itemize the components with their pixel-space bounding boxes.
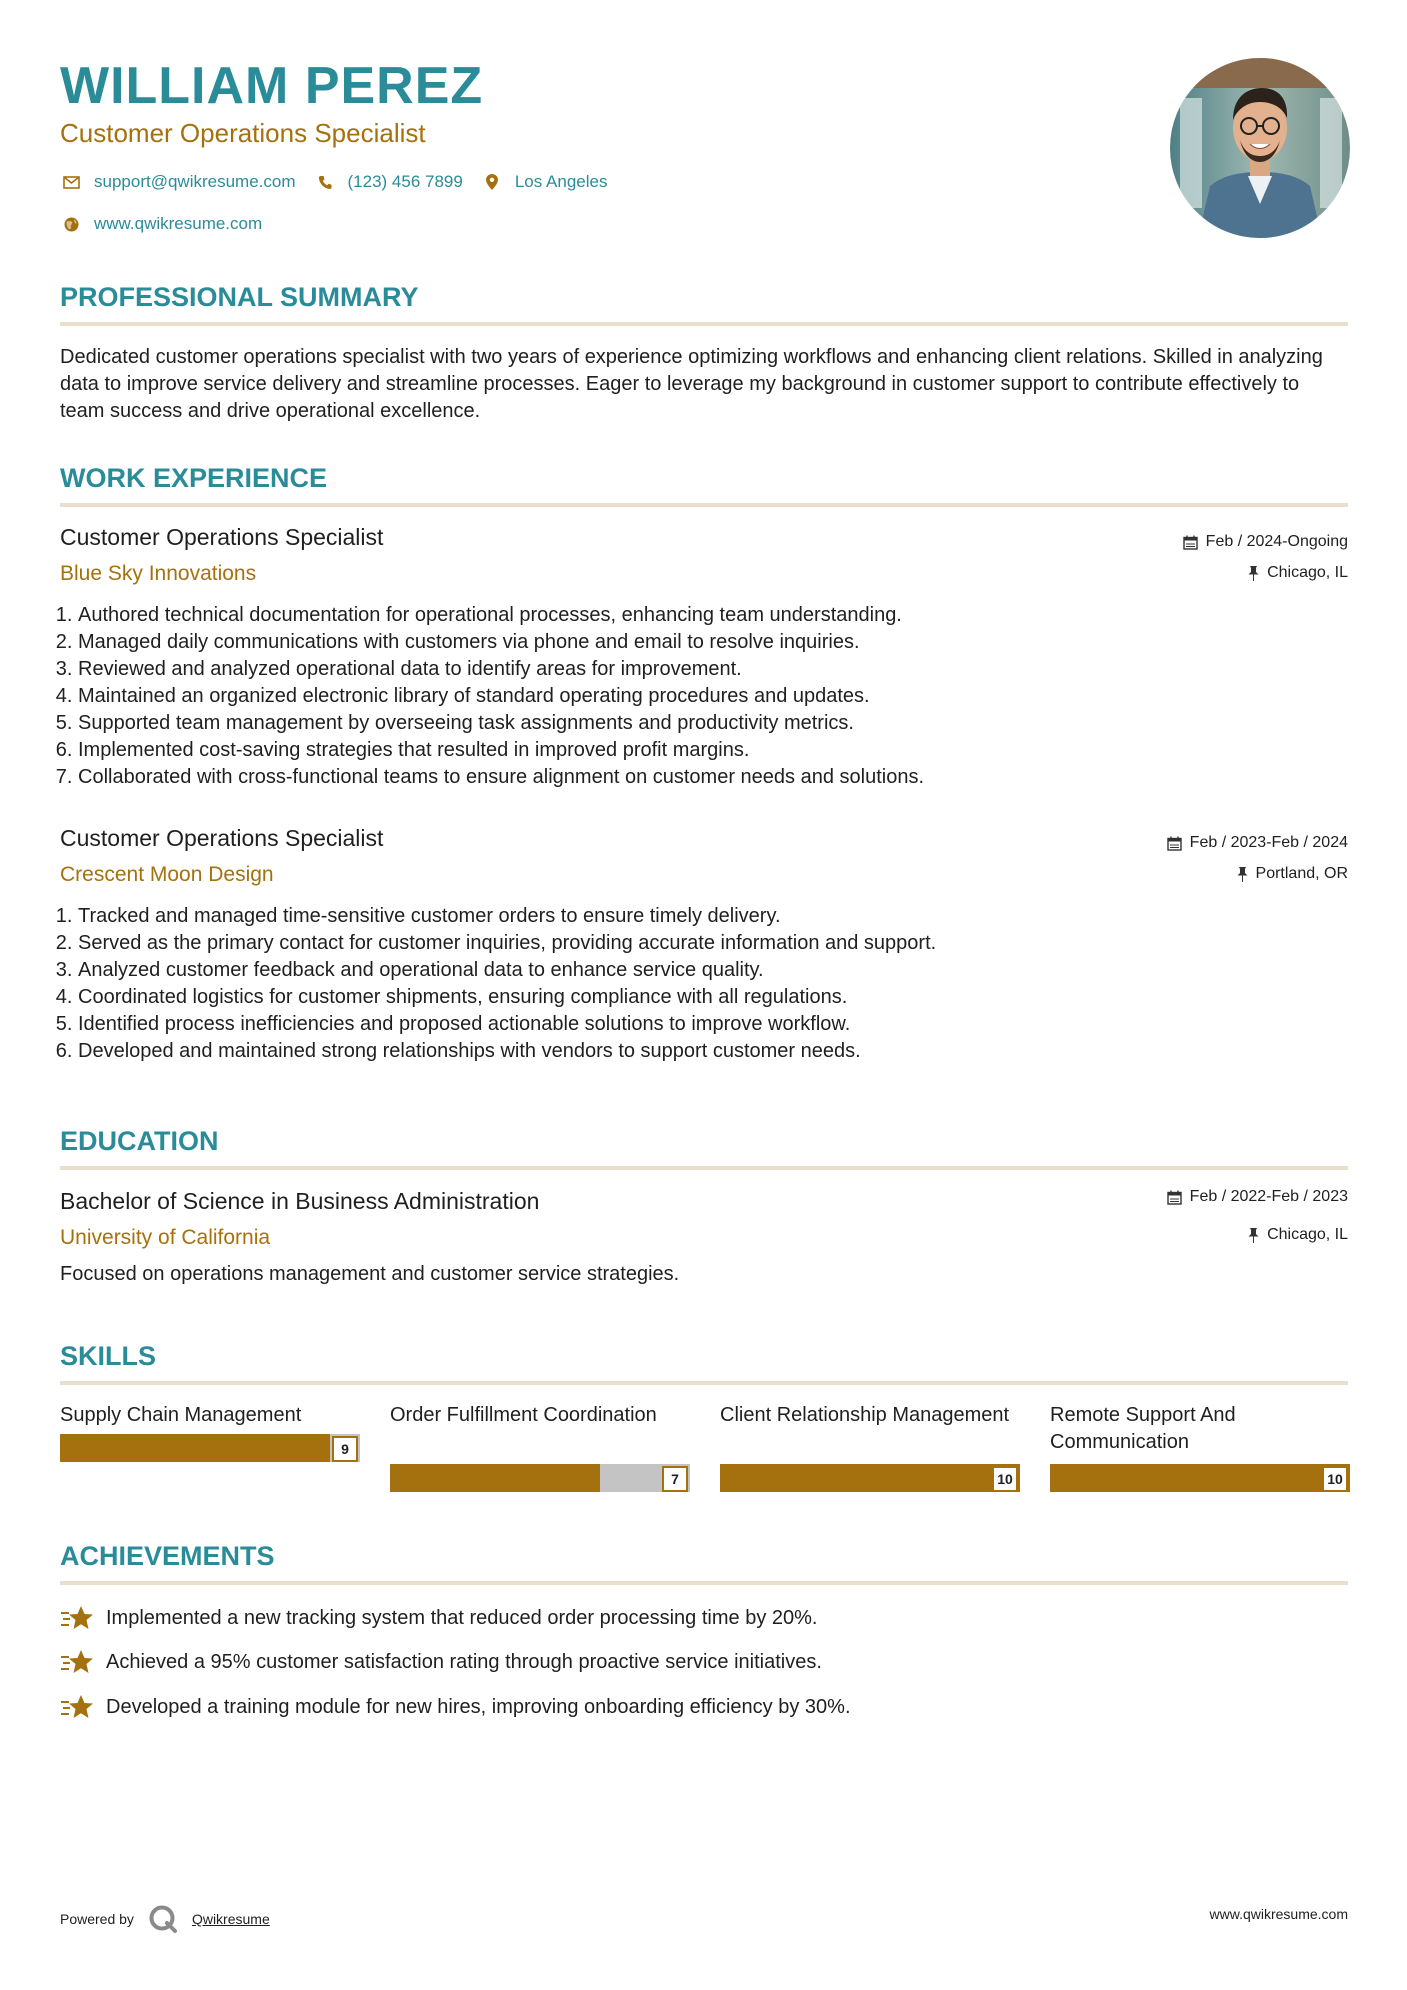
list-item: 6. Developed and maintained strong relationships with vendors to support customer needs. — [78, 1038, 1348, 1065]
summary-divider — [60, 322, 1348, 326]
list-item: 5. Identified process inefficiencies and proposed actionable solutions to improve workflow. — [78, 1011, 1348, 1038]
skill-level-bar — [390, 1464, 690, 1494]
list-item: 2. Managed daily communications with customers via phone and email to resolve inquiries. — [78, 629, 1348, 656]
location-contact — [481, 172, 608, 192]
location-text: Portland, OR — [1255, 865, 1348, 882]
resume-page — [60, 0, 1348, 1990]
skill-item — [60, 1402, 360, 1464]
job-location — [1237, 865, 1348, 883]
calendar-icon — [1183, 535, 1198, 550]
summary-text: Dedicated customer operations specialist with two years of experience optimizing workflows and enhancing client relations. Skilled in analyzing data to improve service delivery and streamline processes. Eager to leverage my background in customer support to contribute effectively to team success and drive operational excellence. — [60, 346, 1323, 422]
skill-bar-fill — [1050, 1464, 1350, 1492]
website-row — [60, 214, 280, 234]
phone-icon — [314, 173, 336, 191]
skills-divider — [60, 1381, 1348, 1385]
powered-by-label: Powered by — [60, 1911, 134, 1927]
skill-item — [720, 1402, 1020, 1494]
envelope-icon — [60, 173, 82, 191]
list-item: 1. Tracked and managed time-sensitive customer orders to ensure timely delivery. — [78, 903, 1348, 930]
skill-level-bar — [1050, 1464, 1350, 1494]
globe-icon — [60, 215, 82, 233]
skill-level-value: 7 — [662, 1466, 688, 1492]
calendar-icon — [1167, 836, 1182, 851]
achievement-item — [60, 1604, 817, 1632]
list-item: 4. Maintained an organized electronic library of standard operating procedures and updates. — [78, 683, 1348, 710]
degree-title: Bachelor of Science in Business Administration — [60, 1188, 540, 1214]
dates-text: Feb / 2022-Feb / 2023 — [1189, 1188, 1348, 1205]
pushpin-icon — [1248, 1228, 1259, 1243]
list-item: 3. Reviewed and analyzed operational data to identify areas for improvement. — [78, 656, 1348, 683]
achievement-text: Achieved a 95% customer satisfaction rating through proactive service initiatives. — [106, 1650, 822, 1673]
skill-bar-fill — [60, 1434, 330, 1462]
achievement-text: Implemented a new tracking system that reduced order processing time by 20%. — [106, 1606, 818, 1629]
job-dates — [1183, 533, 1348, 551]
map-pin-icon — [481, 173, 503, 191]
phone-contact[interactable] — [314, 172, 463, 192]
experience-divider — [60, 503, 1348, 507]
skill-level-value: 10 — [1322, 1466, 1348, 1492]
location-text: Chicago, IL — [1267, 1226, 1348, 1243]
candidate-title: Customer Operations Specialist — [60, 118, 426, 148]
achievement-item — [60, 1693, 851, 1721]
skill-name: Remote Support And Communication — [1050, 1404, 1236, 1453]
dates-text: Feb / 2024-Ongoing — [1205, 533, 1348, 550]
job-responsibilities — [60, 903, 1348, 1065]
achievement-text: Developed a training module for new hires, improving onboarding efficiency by 30%. — [106, 1695, 851, 1718]
education-description: Focused on operations management and customer service strategies. — [60, 1263, 680, 1285]
skill-level-bar — [60, 1434, 360, 1464]
skill-level-bar — [720, 1464, 1020, 1494]
skill-name: Order Fulfillment Coordination — [390, 1404, 657, 1426]
summary-heading: PROFESSIONAL SUMMARY — [60, 282, 419, 312]
list-item: 3. Analyzed customer feedback and operational data to enhance service quality. — [78, 957, 1348, 984]
experience-heading: WORK EXPERIENCE — [60, 463, 328, 493]
skill-bar-fill — [390, 1464, 600, 1492]
pushpin-icon — [1237, 867, 1248, 882]
skill-level-value: 10 — [992, 1466, 1018, 1492]
skill-bar-fill — [720, 1464, 1020, 1492]
email-contact[interactable] — [60, 172, 296, 192]
contact-row — [60, 172, 625, 192]
skill-level-value: 9 — [332, 1436, 358, 1462]
list-item: 7. Collaborated with cross-functional teams to ensure alignment on customer needs and solutions. — [78, 764, 1348, 791]
job-title: Customer Operations Specialist — [60, 524, 384, 550]
achievements-heading: ACHIEVEMENTS — [60, 1541, 275, 1571]
calendar-icon — [1167, 1190, 1182, 1205]
skill-item — [390, 1402, 690, 1494]
list-item: 4. Coordinated logistics for customer shipments, ensuring compliance with all regulations. — [78, 984, 1348, 1011]
education-heading: EDUCATION — [60, 1126, 219, 1156]
company-name: Crescent Moon Design — [60, 863, 274, 886]
list-item: 6. Implemented cost-saving strategies that resulted in improved profit margins. — [78, 737, 1348, 764]
school-name: University of California — [60, 1226, 271, 1249]
email-text: support@qwikresume.com — [94, 172, 296, 191]
candidate-name: WILLIAM PEREZ — [60, 57, 484, 115]
qwikresume-logo-icon — [148, 1904, 178, 1934]
education-dates — [1167, 1188, 1348, 1206]
star-icon — [60, 1693, 94, 1721]
job-location — [1248, 564, 1348, 582]
footer-powered-by — [60, 1904, 270, 1934]
skill-name: Supply Chain Management — [60, 1404, 302, 1426]
profile-photo — [1170, 58, 1350, 238]
education-location — [1248, 1226, 1348, 1244]
pushpin-icon — [1248, 566, 1259, 581]
footer-website[interactable]: www.qwikresume.com — [1209, 1906, 1348, 1922]
company-name: Blue Sky Innovations — [60, 562, 257, 585]
achievement-item — [60, 1648, 822, 1676]
job-dates — [1167, 834, 1348, 852]
star-icon — [60, 1648, 94, 1676]
list-item: 1. Authored technical documentation for operational processes, enhancing team understanding. — [78, 602, 1348, 629]
location-text: Los Angeles — [514, 172, 608, 191]
dates-text: Feb / 2023-Feb / 2024 — [1189, 834, 1348, 851]
qwikresume-link[interactable]: Qwikresume — [191, 1911, 270, 1927]
job-responsibilities — [60, 602, 1348, 791]
list-item: 5. Supported team management by overseeing task assignments and productivity metrics. — [78, 710, 1348, 737]
phone-text: (123) 456 7899 — [347, 172, 463, 191]
location-text: Chicago, IL — [1267, 564, 1348, 581]
job-title: Customer Operations Specialist — [60, 825, 384, 851]
skill-name: Client Relationship Management — [720, 1404, 1010, 1426]
list-item: 2. Served as the primary contact for customer inquiries, providing accurate information and support. — [78, 930, 1348, 957]
website-text: www.qwikresume.com — [94, 214, 263, 233]
skills-heading: SKILLS — [60, 1341, 157, 1371]
skill-item — [1050, 1402, 1350, 1494]
achievements-divider — [60, 1581, 1348, 1585]
star-icon — [60, 1604, 94, 1632]
education-divider — [60, 1166, 1348, 1170]
website-contact[interactable] — [60, 214, 262, 234]
